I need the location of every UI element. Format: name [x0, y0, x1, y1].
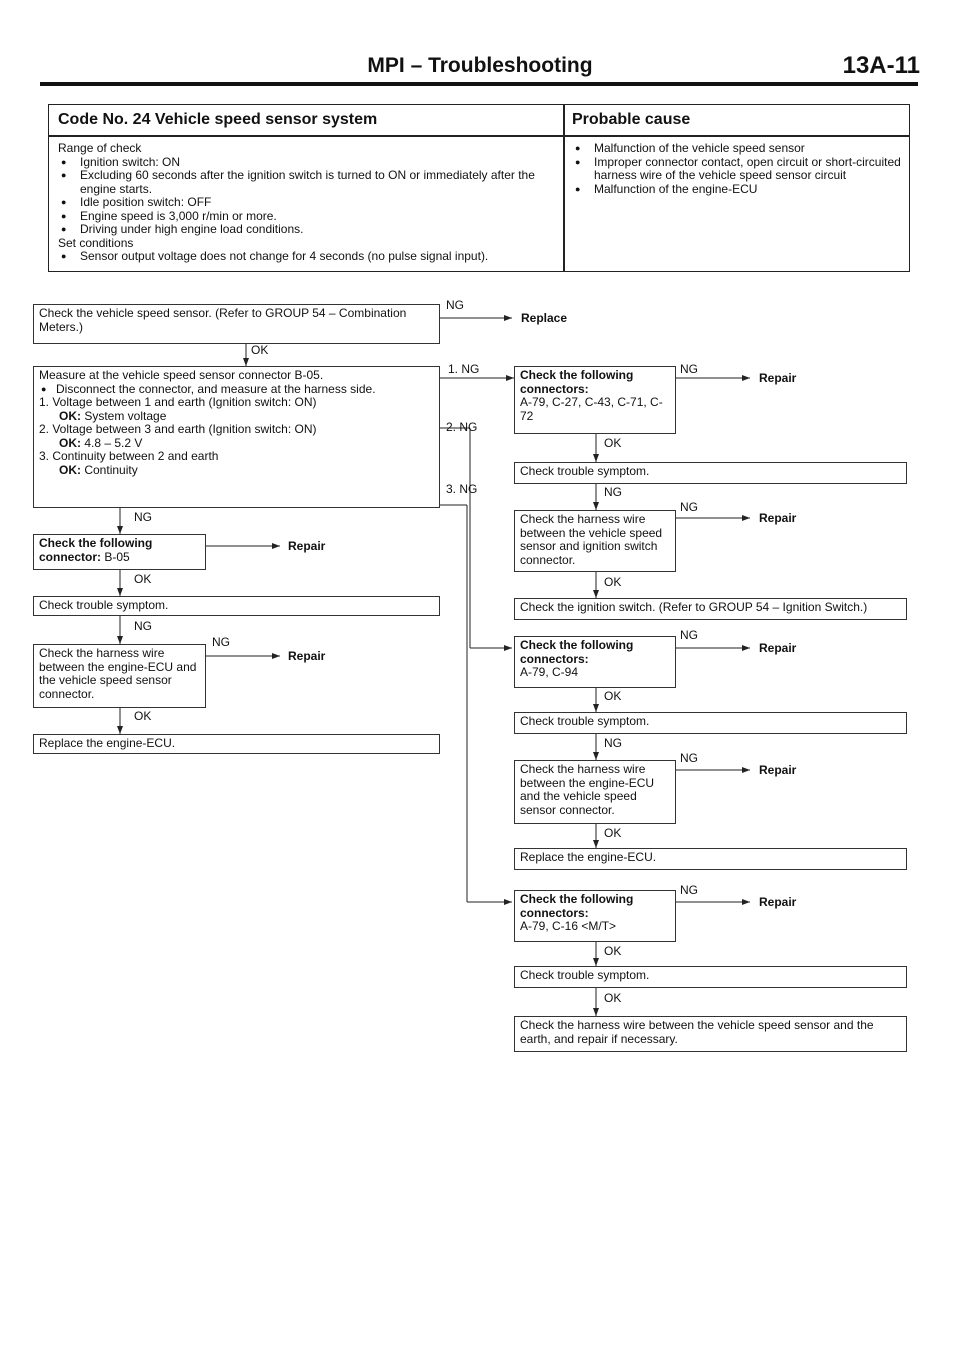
measure-ok-3: [39, 464, 434, 478]
ng-label: NG: [212, 635, 230, 649]
ng2-label: 2. NG: [446, 420, 478, 434]
page-number: 13A-11: [842, 52, 920, 79]
measure-bullet: ● Disconnect the connector, and measure at the harness side.: [39, 383, 434, 397]
range-item: ● Driving under high engine load conditions.: [58, 223, 558, 237]
ng-label: NG: [680, 362, 698, 376]
cause-item: ● Improper connector contact, open circuit or short-circuited harness wire of the vehicle speed sensor circuit: [572, 156, 904, 183]
measure-ok-2: [39, 437, 434, 451]
ok-label: OK: [604, 689, 622, 703]
connector-value: A-79, C-16 <M/T>: [520, 919, 617, 933]
ok-label: OK: [604, 436, 622, 450]
ng-label: NG: [680, 500, 698, 514]
r2-harness-box: Check the harness wire between the engine-ECU and the vehicle speed sensor connector.: [514, 760, 676, 824]
ok-value: System voltage: [84, 408, 167, 423]
r2-trouble-box: Check trouble symptom.: [514, 712, 907, 734]
range-item: ● Excluding 60 seconds after the ignition switch is turned to ON or immediately after the engine starts.: [58, 169, 558, 196]
r2-connector-box: [514, 636, 676, 688]
repair-action: Repair: [288, 649, 326, 663]
replace-action: Replace: [521, 311, 568, 325]
connector-label: Check the following connector:: [39, 536, 153, 564]
connector-value: A-79, C-94: [520, 665, 579, 679]
r1-ignition-box: Check the ignition switch. (Refer to GROUP 54 – Ignition Switch.): [514, 598, 907, 620]
connector-label: Check the following connectors:: [520, 892, 634, 920]
left-replace-ecu-box: Replace the engine-ECU.: [33, 734, 440, 754]
ng-label: NG: [680, 883, 698, 897]
r2-replace-ecu-box: Replace the engine-ECU.: [514, 848, 907, 870]
measure-connector-box: [33, 366, 440, 508]
ng-label: NG: [134, 619, 152, 633]
connector-label: Check the following connectors:: [520, 368, 634, 396]
ng-label: NG: [604, 485, 622, 499]
ng-label: NG: [446, 298, 464, 312]
cause-item: ● Malfunction of the engine-ECU: [572, 183, 904, 197]
repair-action: Repair: [759, 763, 797, 777]
measure-item-3: 3. Continuity between 2 and earth: [39, 449, 219, 463]
ok-label: OK: [251, 343, 269, 357]
ng1-label: 1. NG: [448, 362, 480, 376]
r3-trouble-box: Check trouble symptom.: [514, 966, 907, 988]
ok-label: OK: [604, 991, 622, 1005]
left-connector-box: [33, 534, 206, 570]
range-item: ● Engine speed is 3,000 r/min or more.: [58, 210, 558, 224]
measure-item-1: 1. Voltage between 1 and earth (Ignition switch: ON): [39, 395, 317, 409]
left-harness-box: Check the harness wire between the engine-ECU and the vehicle speed sensor connector.: [33, 644, 206, 708]
r3-connector-box: [514, 890, 676, 942]
ok-label: OK:: [59, 408, 81, 423]
ok-label: OK: [604, 944, 622, 958]
ok-label: OK:: [59, 462, 81, 477]
ok-label: OK: [134, 572, 152, 586]
cause-item: ● Malfunction of the vehicle speed sensor: [572, 142, 904, 156]
connector-label: Check the following connectors:: [520, 638, 634, 666]
check-speed-sensor-box: Check the vehicle speed sensor. (Refer to GROUP 54 – Combination Meters.): [33, 304, 440, 344]
code-title: Code No. 24 Vehicle speed sensor system: [58, 111, 378, 128]
ng-label: NG: [134, 510, 152, 524]
ng-label: NG: [680, 628, 698, 642]
repair-action: Repair: [759, 641, 797, 655]
ok-label: OK: [604, 826, 622, 840]
ok-label: OK: [134, 709, 152, 723]
repair-action: Repair: [759, 511, 797, 525]
r1-harness-box: Check the harness wire between the vehicle speed sensor and ignition switch connector.: [514, 510, 676, 572]
range-item: ● Ignition switch: ON: [58, 156, 558, 170]
ng3-label: 3. NG: [446, 482, 478, 496]
repair-action: Repair: [759, 371, 797, 385]
ok-label: OK:: [59, 435, 81, 450]
r1-connector-box: [514, 366, 676, 434]
repair-action: Repair: [288, 539, 326, 553]
repair-action: Repair: [759, 895, 797, 909]
ng-label: NG: [604, 736, 622, 750]
left-trouble-box: Check trouble symptom.: [33, 596, 440, 616]
set-item: ● Sensor output voltage does not change for 4 seconds (no pulse signal input).: [58, 250, 558, 264]
r1-trouble-box: Check trouble symptom.: [514, 462, 907, 484]
ok-value: Continuity: [84, 462, 138, 477]
measure-ok-1: [39, 410, 434, 424]
connector-value: A-79, C-27, C-43, C-71, C-72: [520, 395, 663, 423]
measure-title: Measure at the vehicle speed sensor connector B-05.: [39, 368, 324, 382]
page-title: MPI – Troubleshooting: [367, 54, 593, 77]
connector-value: B-05: [104, 549, 130, 564]
set-label: Set conditions: [58, 235, 134, 250]
final-check-box: Check the harness wire between the vehicle speed sensor and the earth, and repair if necessary.: [514, 1016, 907, 1052]
ok-label: OK: [604, 575, 622, 589]
probable-cause-title: Probable cause: [572, 111, 691, 128]
ng-label: NG: [680, 751, 698, 765]
measure-item-2: 2. Voltage between 3 and earth (Ignition switch: ON): [39, 422, 317, 436]
range-label: Range of check: [58, 141, 142, 155]
range-item: ● Idle position switch: OFF: [58, 196, 558, 210]
ok-value: 4.8 – 5.2 V: [84, 435, 143, 450]
